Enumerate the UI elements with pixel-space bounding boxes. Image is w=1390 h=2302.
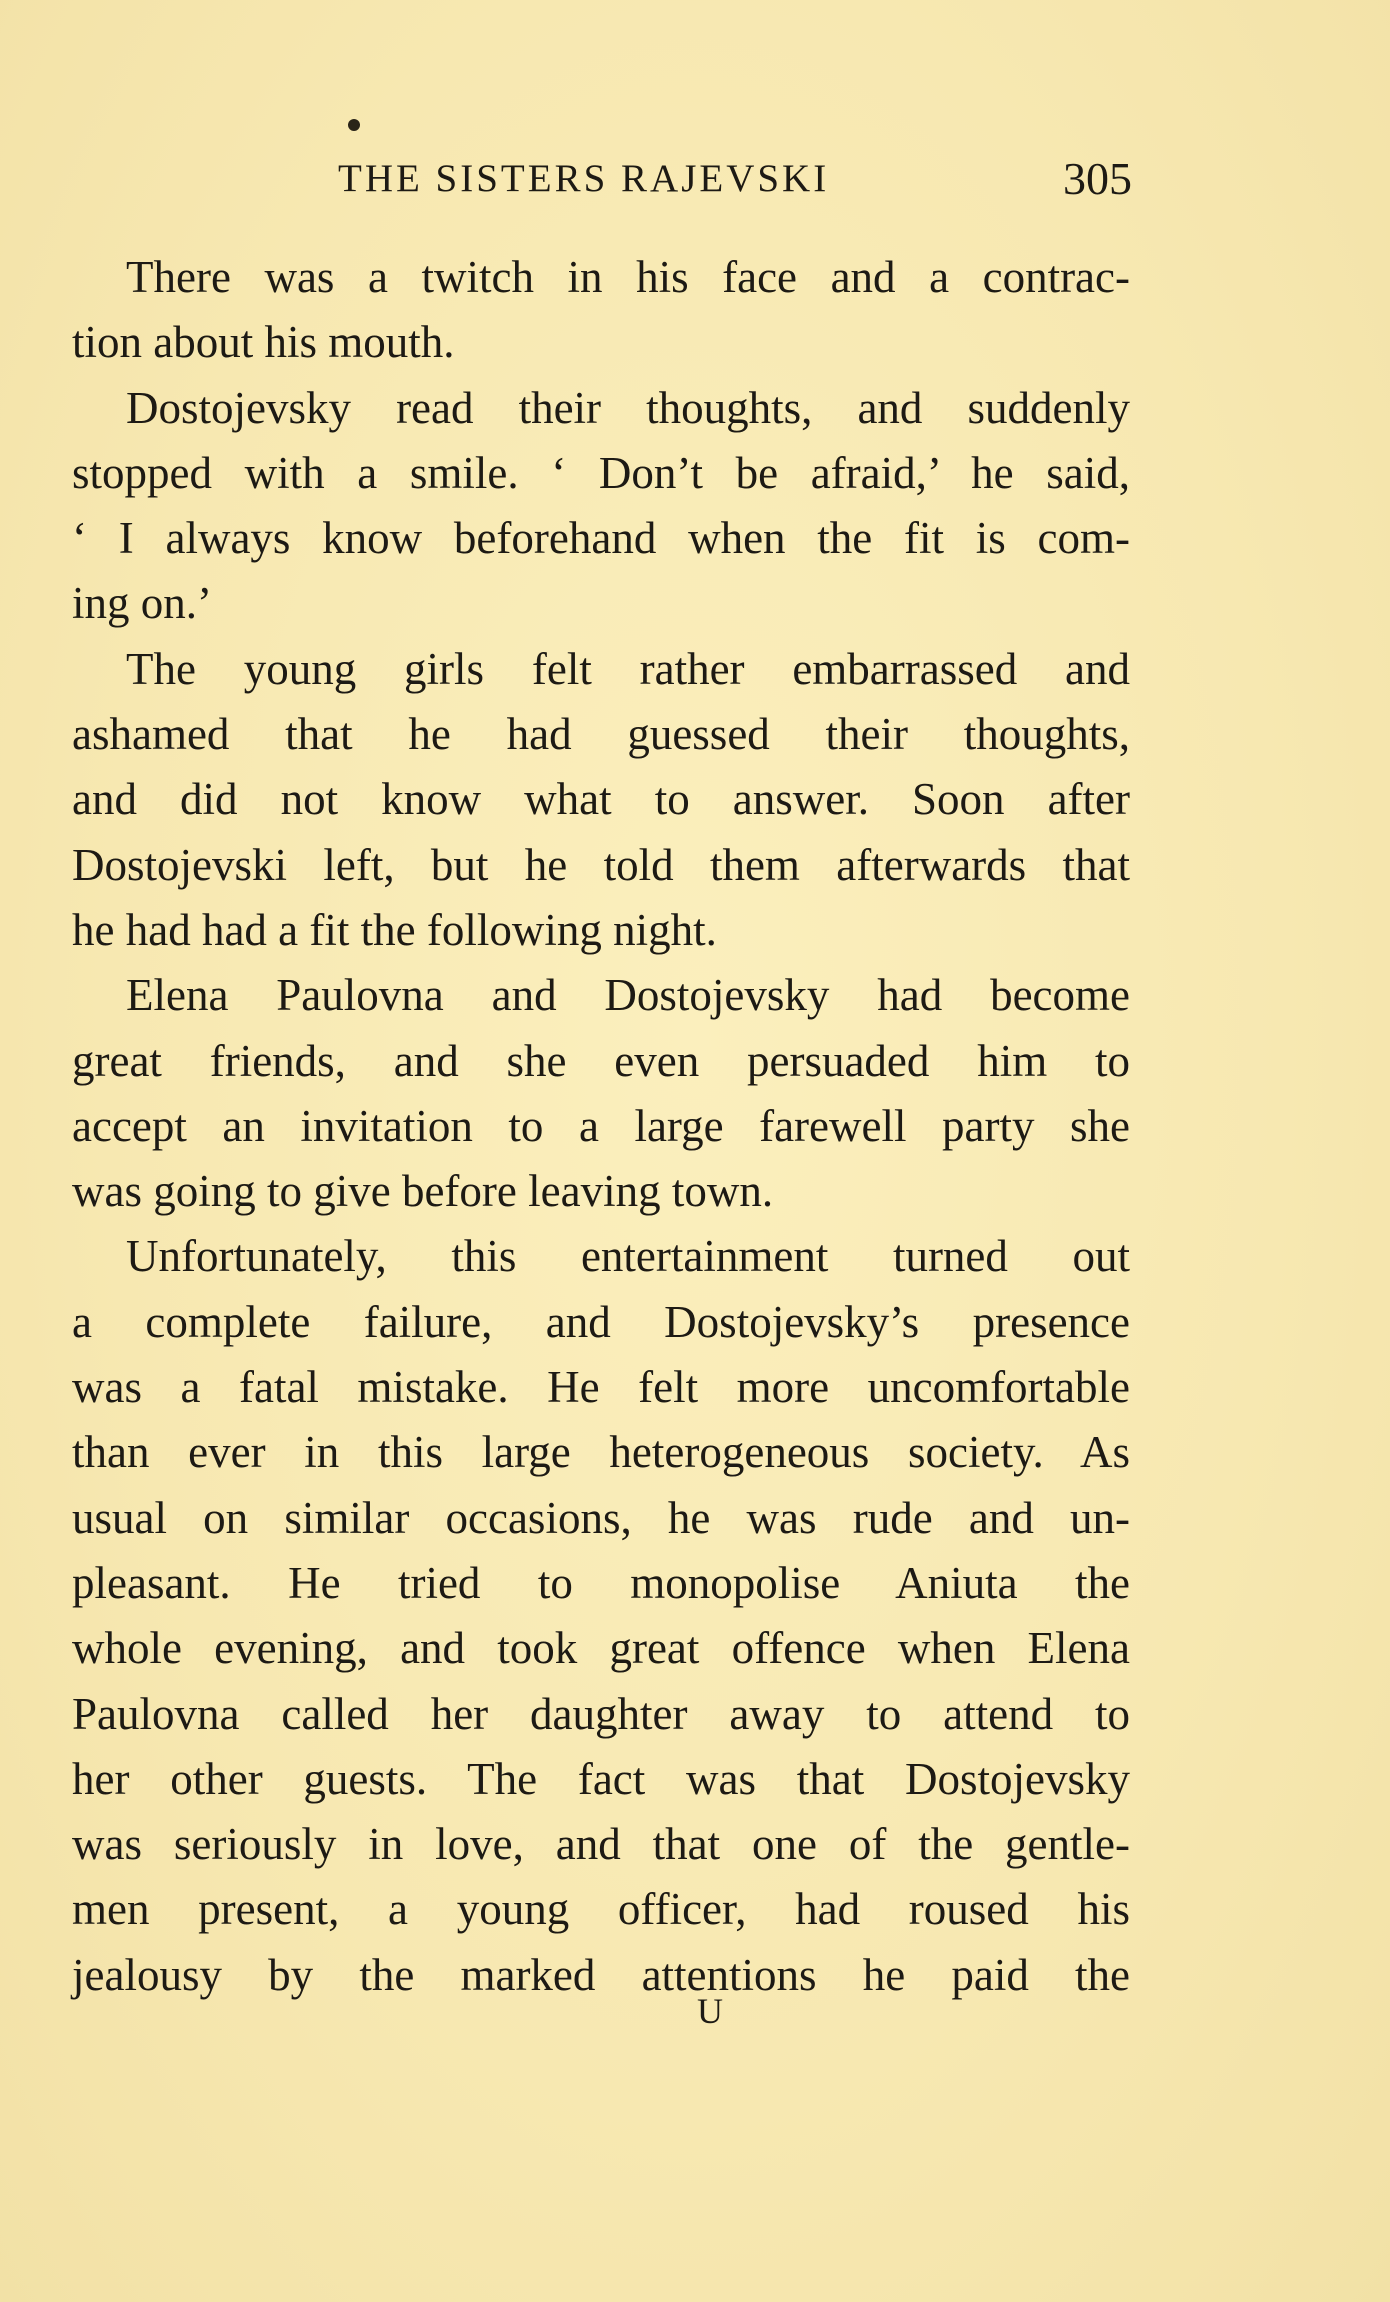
- text-line: her other guests. The fact was that Dostojevsky: [72, 1753, 1130, 1804]
- ink-dot: [348, 119, 360, 131]
- signature-mark: U: [697, 1991, 723, 2031]
- text-line: and did not know what to answer. Soon after: [72, 774, 1130, 825]
- text-line: he had had a fit the following night.: [72, 904, 717, 955]
- text-line: men present, a young officer, had roused his: [72, 1884, 1130, 1935]
- text-line: was seriously in love, and that one of the gentle-: [72, 1819, 1130, 1870]
- running-head: [72, 152, 1132, 212]
- text-line: was going to give before leaving town.: [72, 1166, 774, 1217]
- text-line: Paulovna called her daughter away to attend to: [72, 1688, 1130, 1739]
- running-title: THE SISTERS RAJEVSKI: [338, 157, 830, 200]
- text-line: Dostojevski left, but he told them afterwards that: [72, 839, 1130, 890]
- text-line: great friends, and she even persuaded him to: [72, 1035, 1130, 1086]
- text-line: stopped with a smile. ‘ Don’t be afraid,’ he said,: [72, 447, 1130, 498]
- text-line: The young girls felt rather embarrassed and: [126, 643, 1130, 694]
- text-line: ‘ I always know beforehand when the fit is com-: [72, 513, 1130, 564]
- text-line: pleasant. He tried to monopolise Aniuta the: [72, 1557, 1130, 1608]
- text-line: whole evening, and took great offence when Elena: [72, 1623, 1130, 1674]
- text-line: usual on similar occasions, he was rude and un-: [72, 1492, 1130, 1543]
- text-line: ashamed that he had guessed their thoughts,: [72, 709, 1130, 760]
- text-line: Unfortunately, this entertainment turned out: [126, 1231, 1130, 1282]
- text-line: ing on.’: [72, 578, 212, 629]
- text-line: accept an invitation to a large farewell party she: [72, 1100, 1130, 1151]
- text-line: Dostojevsky read their thoughts, and suddenly: [126, 382, 1130, 433]
- body-text: [72, 245, 1130, 2008]
- text-line: Elena Paulovna and Dostojevsky had become: [126, 970, 1130, 1021]
- page-number: 305: [1063, 153, 1132, 204]
- text-line: There was a twitch in his face and a contrac-: [126, 252, 1130, 302]
- text-line: tion about his mouth.: [72, 317, 455, 368]
- text-line: was a fatal mistake. He felt more uncomfortable: [72, 1362, 1130, 1413]
- text-line: a complete failure, and Dostojevsky’s presence: [72, 1296, 1130, 1347]
- text-line: than ever in this large heterogeneous society. As: [72, 1427, 1130, 1478]
- text-line: jealousy by the marked attentions he paid the: [72, 1949, 1130, 2000]
